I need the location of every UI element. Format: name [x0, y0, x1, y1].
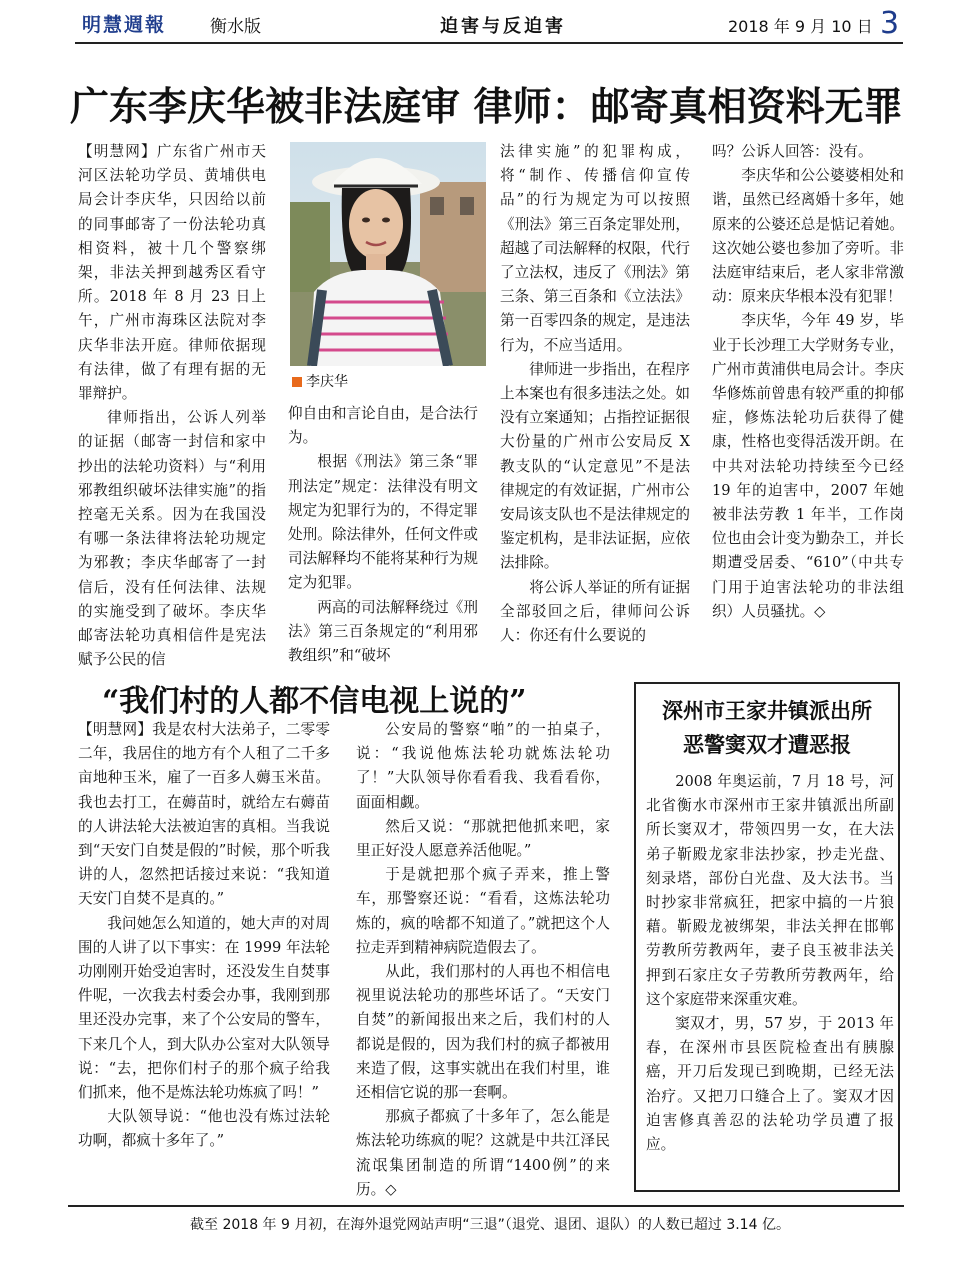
article1-paragraph: 律师指出，公诉人列举的证据（邮寄一封信和家中抄出的法轮功资料）与“利用邪教组织破坏法律实施”的指控毫无关系。因为在我国没有哪一条法律将法轮功规定为邪教；李庆华邮寄了一封信后，没有任何法律、法规的实施受到了破坏。李庆华邮寄法轮功真相信件是宪法赋予公民的信: [78, 409, 266, 669]
article2-paragraph: 从此，我们那村的人再也不相信电视里说法轮功的那些坏话了。“天安门自焚”的新闻报出来之后，我们村的人都说是假的，因为我们村的疯子都被用来造了假，这事实就出在我们村里，谁还相信它说的那一套啊。: [356, 963, 610, 1102]
page-number: 3: [880, 6, 900, 41]
sidebar-paragraph: 2008 年奥运前，7 月 18 号，河北省衡水市深州市王家井镇派出所副所长窦双才，带领四男一女，在大法弟子靳殿龙家非法抄家，抄走光盘、刻录塔，部份白光盘、及大法书。当时抄家非常疯狂，把家中搞的一片狼藉。靳殿龙被绑架，非法关押在邯郸劳教所劳教两年，妻子良玉被非法关押到石家庄女子劳教所劳教两年，给这个家庭带来深重灾难。: [646, 773, 894, 1008]
article1-column-4: [712, 140, 904, 624]
header-divider: [75, 42, 903, 44]
section-title: 迫害与反迫害: [440, 16, 566, 37]
sidebar-paragraph: 窦双才，男，57 岁，于 2013 年春，在深州市县医院检查出有胰腺癌，开刀后发现已到晚期，已经无法治疗。又把刀口缝合上了。窦双才因迫害修真善忍的法轮功学员遭了报应。: [646, 1015, 894, 1154]
article1-column-1: [78, 140, 266, 672]
issue-date: 2018 年 9 月 10 日: [728, 17, 873, 36]
portrait-photo: [290, 142, 486, 366]
sidebar-headline-line2: 恶警窦双才遭恶报: [683, 733, 851, 757]
footer-notice: 截至 2018 年 9 月初，在海外退党网站声明“三退”（退党、退团、退队）的人数已超过 3.14 亿。: [190, 1217, 790, 1233]
article1-paragraph: 吗？公诉人回答：没有。: [712, 143, 873, 160]
article1-column-2: [288, 402, 478, 668]
article2-paragraph: 于是就把那个疯子弄来，推上警车，那警察还说：“看看，这炼法轮功炼的，疯的啥都不知道了。”就把这个人拉走弄到精神病院造假去了。: [356, 866, 610, 956]
article1-paragraph: 律师进一步指出，在程序上本案也有很多违法之处。如没有立案通知；占指控证据很大份量的广州市公安局反 X 教支队的“认定意见”不是法律规定的有效证据，广州市公安局该支队也不是法律规定的鉴定机构，是非法证据，应依法排除。: [500, 360, 690, 572]
article1-paragraph: 将公诉人举证的所有证据全部驳回之后，律师问公诉人：你还有什么要说的: [500, 578, 690, 645]
photo-caption: [292, 371, 348, 391]
article2-paragraph: 我问她怎么知道的，她大声的对周围的人讲了以下事实：在 1999 年法轮功刚刚开始受迫害时，还没发生自焚事件呢，一次我去村委会办事，我刚到那里还没办完事，来了个公安局的警车，下来几个人，到大队办公室对大队领导说：“去，把你们村子的那个疯子给我们抓来，他不是炼法轮功炼疯了吗！”: [78, 914, 330, 1102]
photo-caption-text: 李庆华: [306, 374, 348, 390]
article1-paragraph: 根据《刑法》第三条“罪刑法定”规定：法律没有明文规定为犯罪行为的，不得定罪处刑。除法律外，任何文件或司法解释均不能将某种行为规定为犯罪。: [288, 453, 478, 592]
article2-paragraph: 公安局的警察“啪”的一拍桌子，说：“我说他炼法轮功就炼法轮功了！”大队领导你看看我、我看看你，面面相觑。: [356, 721, 610, 811]
article2-column-2: [356, 718, 610, 1202]
footer-divider: [68, 1205, 904, 1207]
article1-paragraph: 李庆华，今年 49 岁，毕业于长沙理工大学财务专业，广州市黄浦供电局会计。李庆华修炼前曾患有较严重的抑郁症，修炼法轮功后获得了健康，性格也变得活泼开朗。在中共对法轮功持续至今已经 19 年的迫害中，2007 年她被非法劳教 1 年半，工作岗位也由会计变为勤杂工，并长期遭受居委、“610”（中共专门用于迫害法轮功的非法组织）人员骚扰。◇: [712, 312, 904, 620]
caption-marker-icon: [292, 377, 302, 387]
sidebar-headline: [636, 694, 898, 762]
portrait-illustration: [290, 142, 486, 366]
article2-paragraph: 然后又说：“那就把他抓来吧，家里正好没人愿意养活他呢。”: [356, 817, 610, 860]
article1-paragraph: 两高的司法解释绕过《刑法》第三百条规定的“利用邪教组织”和“破坏: [288, 598, 478, 665]
article1-paragraph: 法律实施”的犯罪构成，将“制作、传播信仰宣传品”的行为规定为可以按照《刑法》第三百条定罪处刑，超越了司法解释的权限，代行了立法权，违反了《刑法》第三条、第三百条和《立法法》第一百零四条的规定，是违法行为，不应当适用。: [500, 143, 690, 354]
masthead: 明慧週報: [82, 14, 167, 36]
sidebar-headline-line1: 深州市王家井镇派出所: [662, 699, 872, 723]
article2-paragraph: 【明慧网】我是农村大法弟子，二零零二年，我居住的地方有个人租了二千多亩地种玉米，雇了一百多人薅玉米苗。我也去打工，在薅苗时，就给左右薅苗的人讲法轮大法被迫害的真相。当我说到“天安门自焚是假的”时候，那个听我讲的人，忽然把话接过来说：“我知道天安门自焚不是真的。”: [78, 721, 330, 908]
article1-paragraph: 李庆华和公公婆婆相处和谐，虽然已经离婚十多年，她原来的公婆还总是惦记着她。这次她公婆也参加了旁听。非法庭审结束后，老人家非常激动：原来庆华根本没有犯罪！: [712, 167, 904, 306]
article1-headline: 广东李庆华被非法庭审 律师：邮寄真相资料无罪: [70, 84, 903, 130]
article2-paragraph: 大队领导说：“他也没有炼过法轮功啊，都疯十多年了。”: [78, 1108, 330, 1150]
article1-paragraph: 【明慧网】广东省广州市天河区法轮功学员、黄埔供电局会计李庆华，只因给以前的同事邮寄了一份法轮功真相资料，被十几个警察绑架，非法关押到越秀区看守所。2018 年 8 月 23 日上午，广州市海珠区法院对李庆华非法开庭。律师依据现有法律，做了有理有据的无罪辩护。: [78, 143, 266, 403]
article2-column-1: [78, 718, 330, 1154]
edition-label: 衡水版: [210, 17, 261, 37]
article1-paragraph: 仰自由和言论自由，是合法行为。: [288, 405, 478, 447]
article2-paragraph: 那疯子都疯了十多年了，怎么能是炼法轮功练疯的呢？这就是中共江泽民流氓集团制造的所谓“1400例”的来历。◇: [356, 1108, 610, 1198]
article2-headline: “我们村的人都不信电视上说的”: [102, 684, 527, 719]
sidebar-body: [646, 770, 894, 1157]
article1-column-3: [500, 140, 690, 648]
